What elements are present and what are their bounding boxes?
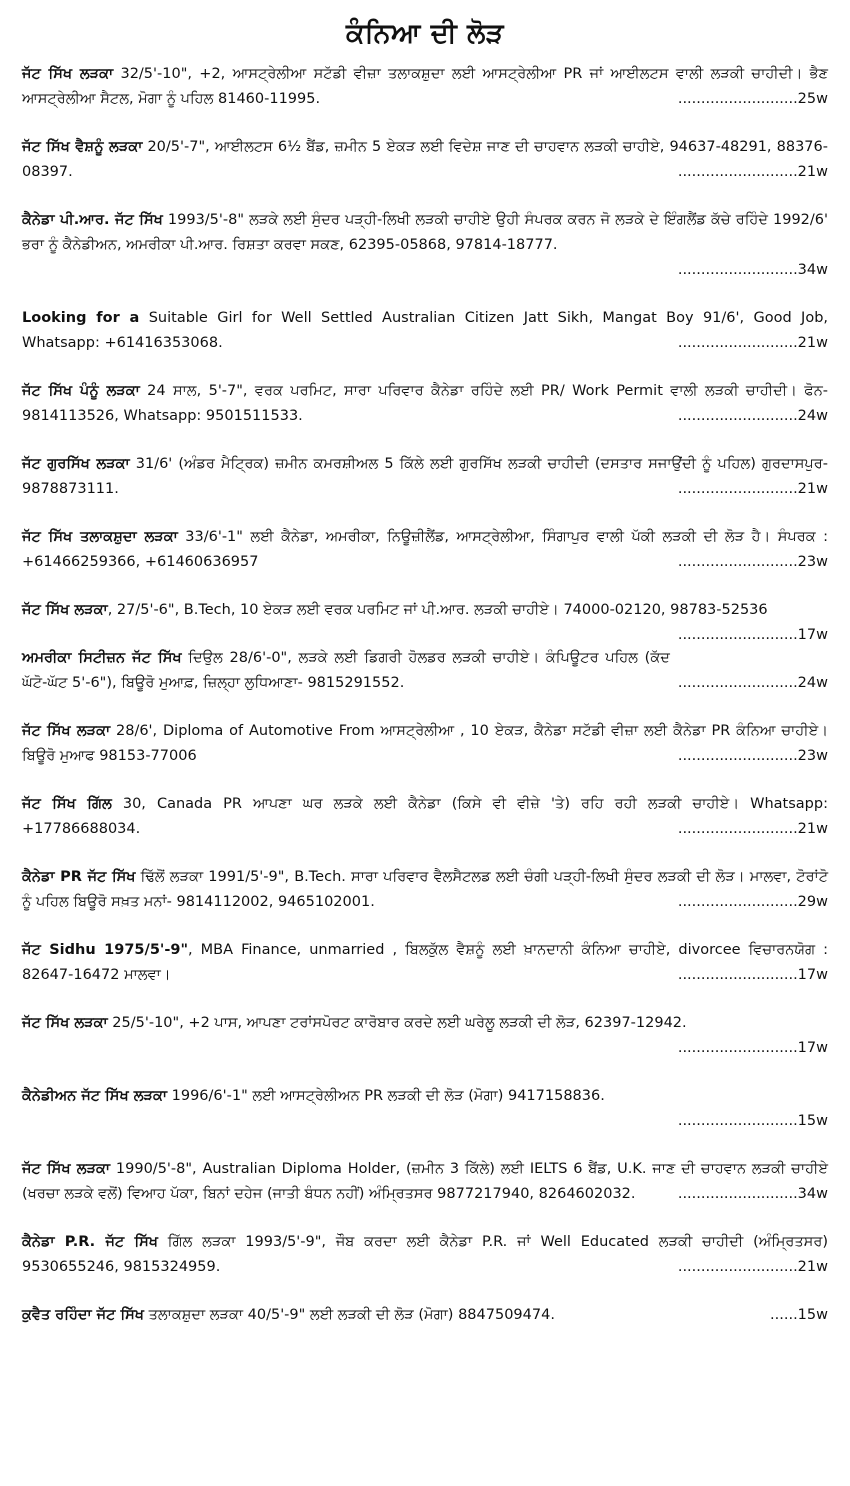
ad-text (22, 1011, 828, 1036)
ad-body: , 27/5'-6", B.Tech, 10 ਏਕੜ ਲਈ ਵਰਕ ਪਰਮਿਟ ਜਾਂ ਪੀ.ਆਰ. ਲੜਕੀ ਚਾਹੀਏ। 74000-02120, 98783-52536 (107, 602, 768, 618)
list-item (22, 1303, 828, 1328)
ad-lead: ਜੱਟ ਸਿੱਖ ਗਿੱਲ (22, 796, 112, 812)
list-item (22, 452, 828, 502)
ad-text (22, 62, 828, 112)
ad-code: ..........................17w (677, 967, 828, 983)
ad-lead: ਕੁਵੈਤ ਰਹਿੰਦਾ ਜੱਟ ਸਿੱਖ (22, 1307, 144, 1323)
list-item (22, 1157, 828, 1207)
ad-text (22, 1157, 828, 1207)
list-item (22, 646, 828, 696)
ad-text (22, 719, 828, 769)
list-item (22, 865, 828, 915)
ad-body: 32/5'-10", +2, ਆਸਟ੍ਰੇਲੀਆ ਸਟੱਡੀ ਵੀਜ਼ਾ ਤਲਾਕਸ਼ੁਦਾ ਲਈ ਆਸਟ੍ਰੇਲੀਆ PR ਜਾਂ ਆਈਲਟਸ ਵਾਲੀ ਲੜਕੀ ਚਾਹੀਦੀ। ਭੈਣ ਆਸਟ੍ਰੇਲੀਆ ਸੈਟਲ, ਮੋਗਾ ਨੂੰ ਪਹਿਲ 81460-11995. (22, 66, 829, 107)
ad-code: ..........................15w (677, 1113, 828, 1129)
ad-body: 31/6' (ਅੰਡਰ ਮੈਟ੍ਰਿਕ) ਜ਼ਮੀਨ ਕਮਰਸ਼ੀਅਲ 5 ਕਿੱਲੇ ਲਈ ਗੁਰਸਿੱਖ ਲੜਕੀ ਚਾਹੀਦੀ (ਦਸਤਾਰ ਸਜਾਉਂਦੀ ਨੂੰ ਪਹਿਲ) ਗੁਰਦਾਸਪੁਰ- 9878873111. (22, 456, 828, 497)
ad-code: ..........................17w (677, 1040, 828, 1056)
list-item (22, 1230, 828, 1280)
ad-body: 33/6'-1" ਲਈ ਕੈਨੇਡਾ, ਅਮਰੀਕਾ, ਨਿਊਜ਼ੀਲੈਂਡ, ਆਸਟ੍ਰੇਲੀਆ, ਸਿੰਗਾਪੁਰ ਵਾਲੀ ਪੱਕੀ ਲੜਕੀ ਦੀ ਲੋੜ ਹੈ। ਸੰਪਰਕ : +61466259366, +61460636957 (22, 529, 828, 570)
ad-lead: Looking for a (22, 310, 140, 326)
ad-lead: ਜੱਟ ਸਿੱਖ ਲੜਕਾ (22, 723, 111, 739)
list-item (22, 792, 828, 842)
ad-body: ਤਲਾਕਸ਼ੁਦਾ ਲੜਕਾ 40/5'-9" ਲਈ ਲੜਕੀ ਦੀ ਲੋੜ (ਮੋਗਾ) 8847509474. (143, 1307, 555, 1323)
ad-body: 30, Canada PR ਆਪਣਾ ਘਰ ਲੜਕੇ ਲਈ ਕੈਨੇਡਾ (ਕਿਸੇ ਵੀ ਵੀਜ਼ੇ 'ਤੇ) ਰਹਿ ਰਹੀ ਲੜਕੀ ਚਾਹੀਏ। Whatsapp: +17786688034. (22, 796, 828, 837)
list-item (22, 1084, 828, 1134)
ad-body: , MBA Finance, unmarried , ਬਿਲਕੁੱਲ ਵੈਸ਼ਨੂੰ ਲਈ ਖ਼ਾਨਦਾਨੀ ਕੰਨਿਆ ਚਾਹੀਏ, divorcee ਵਿਚਾਰਨਯੋਗ : 82647-16472 ਮਾਲਵਾ। (22, 942, 829, 983)
ad-lead: ਜੱਟ ਸਿੱਖ ਲੜਕਾ (22, 1161, 111, 1177)
ad-code: ..........................17w (677, 627, 828, 643)
ad-lead: ਜੱਟ ਸਿੱਖ ਲੜਕਾ (22, 66, 114, 82)
ad-text (22, 208, 828, 258)
ad-code: ..........................34w (677, 262, 828, 278)
ad-code: ..........................21w (677, 335, 828, 351)
ad-lead: ਜੱਟ ਸਿੱਖ ਪੰਨੂੰ ਲੜਕਾ (22, 383, 140, 399)
ad-lead: ਕੈਨੇਡਾ ਪੀ.ਆਰ. ਜੱਟ ਸਿੱਖ (22, 212, 163, 228)
ad-code: ..........................21w (677, 821, 828, 837)
ad-body: 25/5'-10", +2 ਪਾਸ, ਆਪਣਾ ਟਰਾਂਸਪੋਰਟ ਕਾਰੋਬਾਰ ਕਰਦੇ ਲਈ ਘਰੇਲੂ ਲੜਕੀ ਦੀ ਲੋੜ, 62397-12942. (107, 1015, 687, 1031)
list-item (22, 62, 828, 112)
ad-body: ਦਿਉਲ 28/6'-0", ਲੜਕੇ ਲਈ ਡਿਗਰੀ ਹੋਲਡਰ ਲੜਕੀ ਚਾਹੀਏ। ਕੰਪਿਊਟਰ ਪਹਿਲ (ਕੱਦ ਘੱਟੋ-ਘੱਟ 5'-6"), ਬਿਊਰੋ ਮੁਆਫ਼, ਜ਼ਿਲ੍ਹਾ ਲੁਧਿਆਣਾ- 9815291552. (22, 650, 670, 691)
ad-text (22, 452, 828, 502)
list-item (22, 598, 828, 643)
ad-text (22, 1230, 828, 1280)
ad-lead: ਕੈਨੇਡਾ PR ਜੱਟ ਸਿੱਖ (22, 869, 136, 885)
ad-code: ..........................21w (677, 1259, 828, 1275)
ad-text (22, 865, 828, 915)
ad-lead: ਜੱਟ Sidhu 1975/5'-9" (22, 942, 189, 958)
ad-code: ..........................21w (677, 481, 828, 497)
ad-text (22, 135, 828, 185)
list-item (22, 525, 828, 575)
ad-text (22, 379, 828, 429)
ad-code: ..........................24w (677, 408, 828, 424)
page-title: ਕੰਨਿਆ ਦੀ ਲੋੜ (345, 18, 505, 49)
ad-body: ਗਿੱਲ ਲੜਕਾ 1993/5'-9", ਜੌਬ ਕਰਦਾ ਲਈ ਕੈਨੇਡਾ P.R. ਜਾਂ Well Educated ਲੜਕੀ ਚਾਹੀਦੀ (ਅੰਮ੍ਰਿਤਸਰ) 9530655246, 9815324959. (22, 1234, 828, 1275)
list-item (22, 1011, 828, 1061)
ad-lead: ਜੱਟ ਸਿੱਖ ਲੜਕਾ (22, 602, 108, 618)
list-item (22, 208, 828, 283)
ad-text (22, 306, 828, 356)
ad-code: ..........................25w (677, 91, 828, 107)
ad-body: 1993/5'-8" ਲੜਕੇ ਲਈ ਸੁੰਦਰ ਪੜ੍ਹੀ-ਲਿਖੀ ਲੜਕੀ ਚਾਹੀਏ ਉਹੀ ਸੰਪਰਕ ਕਰਨ ਜੋ ਲੜਕੇ ਦੇ ਇੰਗਲੈਂਡ ਕੱਚੇ ਰਹਿੰਦੇ 1992/6' ਭਰਾ ਨੂੰ ਕੈਨੇਡੀਅਨ, ਅਮਰੀਕਾ ਪੀ.ਆਰ. ਰਿਸ਼ਤਾ ਕਰਵਾ ਸਕਣ, 62395-05868, 97814-18777. (22, 212, 828, 253)
ad-body: Suitable Girl for Well Settled Australian Citizen Jatt Sikh, Mangat Boy 91/6', Good Job, Whatsapp: +61416353068. (22, 310, 829, 351)
ad-lead: ਕੈਨੇਡਾ P.R. ਜੱਟ ਸਿੱਖ (22, 1234, 158, 1250)
ads-list (22, 62, 828, 1328)
ad-body: 1996/6'-1" ਲਈ ਆਸਟ੍ਰੇਲੀਅਨ PR ਲੜਕੀ ਦੀ ਲੋੜ (ਮੋਗਾ) 9417158836. (167, 1088, 605, 1104)
list-item (22, 938, 828, 988)
ad-code: ......15w (770, 1307, 828, 1323)
ad-lead: ਅਮਰੀਕਾ ਸਿਟੀਜ਼ਨ ਜੱਟ ਸਿੱਖ (22, 650, 182, 666)
ad-lead: ਜੱਟ ਸਿੱਖ ਲੜਕਾ (22, 1015, 108, 1031)
ad-text (22, 646, 828, 696)
ad-body: 20/5'-7", ਆਈਲਟਸ 6½ ਬੈਂਡ, ਜ਼ਮੀਨ 5 ਏਕੜ ਲਈ ਵਿਦੇਸ਼ ਜਾਣ ਦੀ ਚਾਹਵਾਨ ਲੜਕੀ ਚਾਹੀਏ, 94637-48291, 88376-08397. (22, 139, 828, 180)
ad-body: 24 ਸਾਲ, 5'-7", ਵਰਕ ਪਰਮਿਟ, ਸਾਰਾ ਪਰਿਵਾਰ ਕੈਨੇਡਾ ਰਹਿੰਦੇ ਲਈ PR/ Work Permit ਵਾਲੀ ਲੜਕੀ ਚਾਹੀਦੀ। ਫੋਨ- 9814113526, Whatsapp: 9501511533. (22, 383, 828, 424)
list-item (22, 135, 828, 185)
ad-body: 1990/5'-8", Australian Diploma Holder, (ਜ਼ਮੀਨ 3 ਕਿੱਲੇ) ਲਈ IELTS 6 ਬੈਂਡ, U.K. ਜਾਣ ਦੀ ਚਾਹਵਾਨ ਲੜਕੀ ਚਾਹੀਏ (ਖਰਚਾ ਲੜਕੇ ਵਲੋਂ) ਵਿਆਹ ਪੱਕਾ, ਬਿਨਾਂ ਦਹੇਜ (ਜਾਤੀ ਬੰਧਨ ਨਹੀਂ) ਅੰਮ੍ਰਿਤਸਰ 9877217940, 8264602032. (22, 1161, 829, 1202)
ad-code: ..........................21w (677, 164, 828, 180)
ad-body: ਢਿੱਲੋਂ ਲੜਕਾ 1991/5'-9", B.Tech. ਸਾਰਾ ਪਰਿਵਾਰ ਵੈਲਸੈਟਲਡ ਲਈ ਚੰਗੀ ਪੜ੍ਹੀ-ਲਿਖੀ ਸੁੰਦਰ ਲੜਕੀ ਦੀ ਲੋੜ। ਮਾਲਵਾ, ਟੋਰਾਂਟੋ ਨੂੰ ਪਹਿਲ ਬਿਊਰੋ ਸਖ਼ਤ ਮਨਾਂ- 9814112002, 9465102001. (22, 869, 828, 910)
ad-code: ..........................34w (677, 1186, 828, 1202)
ad-code: ..........................24w (677, 675, 828, 691)
ad-text (22, 598, 828, 643)
ad-text (22, 525, 828, 575)
ad-text (22, 1303, 828, 1328)
ad-text (22, 1084, 828, 1109)
ad-code: ..........................23w (677, 748, 828, 764)
ad-lead: ਕੈਨੇਡੀਅਨ ਜੱਟ ਸਿੱਖ ਲੜਕਾ (22, 1088, 168, 1104)
ad-code: ..........................23w (677, 554, 828, 570)
ad-text (22, 792, 828, 842)
ad-lead: ਜੱਟ ਸਿੱਖ ਵੈਸ਼ਨੂੰ ਲੜਕਾ (22, 139, 143, 155)
list-item (22, 306, 828, 356)
ad-body: 28/6', Diploma of Automotive From ਆਸਟ੍ਰੇਲੀਆ , 10 ਏਕੜ, ਕੈਨੇਡਾ ਸਟੱਡੀ ਵੀਜ਼ਾ ਲਈ ਕੈਨੇਡਾ PR ਕੰਨਿਆ ਚਾਹੀਏ। ਬਿਊਰੋ ਮੁਆਫ 98153-77006 (22, 723, 828, 764)
list-item (22, 719, 828, 769)
ad-lead: ਜੱਟ ਸਿੱਖ ਤਲਾਕਸ਼ੁਦਾ ਲੜਕਾ (22, 529, 178, 545)
list-item (22, 379, 828, 429)
ad-code: ..........................29w (677, 894, 828, 910)
ad-lead: ਜੱਟ ਗੁਰਸਿੱਖ ਲੜਕਾ (22, 456, 130, 472)
ad-text (22, 938, 828, 988)
